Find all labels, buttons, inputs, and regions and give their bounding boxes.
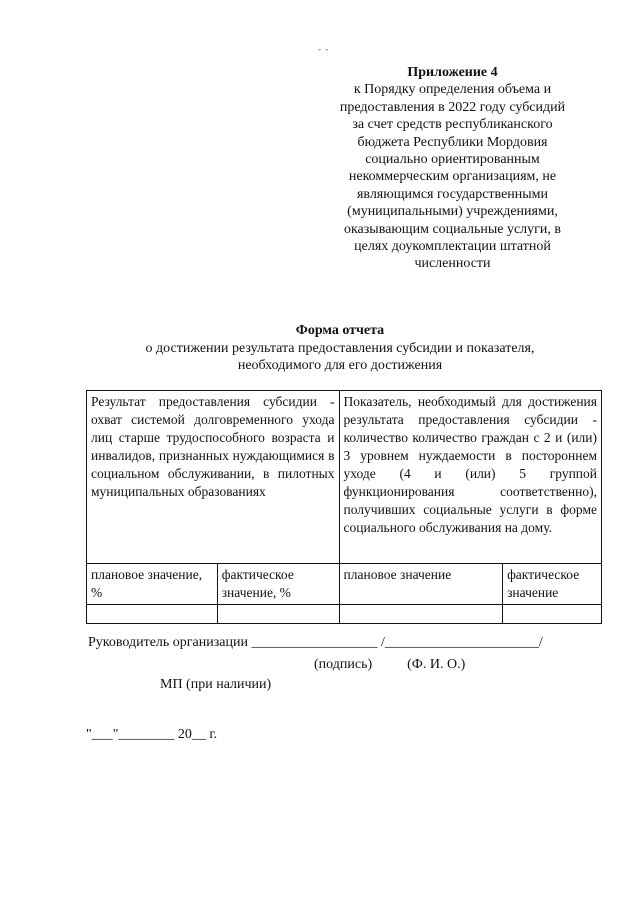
header-mark: - - xyxy=(318,44,330,54)
appendix-line: являющимся государственными xyxy=(356,186,549,202)
appendix-line: некоммерческим организациям, не xyxy=(348,169,557,185)
actual-percent-header: фактическое значение, % xyxy=(217,564,339,605)
name-caption: (Ф. И. О.) xyxy=(407,657,466,672)
appendix-line: к Порядку определения объема и xyxy=(353,82,552,98)
report-table xyxy=(86,390,602,624)
stamp-label: МП (при наличии) xyxy=(160,677,272,692)
signature-captions xyxy=(314,656,465,674)
form-subtitle-line: о достижении результата предоставления субсидии и показателя, xyxy=(145,340,535,356)
table-header-row xyxy=(87,391,602,564)
appendix-line: социально ориентированным xyxy=(365,152,540,168)
result-header-cell: Результат предоставления субсидии - охват системой долговременного ухода лиц старше трудоспособного возраста и инвалидов, признанных нуждающимися в социальном обслуживании, в пилотных муниципальных образованиях xyxy=(87,391,340,564)
form-subtitle-line: необходимого для его достижения xyxy=(237,358,443,373)
appendix-title: Приложение 4 xyxy=(407,65,498,80)
appendix-line: целях доукомплектации штатной xyxy=(354,239,551,255)
form-heading xyxy=(60,322,620,375)
appendix-line: оказывающим социальные услуги, в xyxy=(343,221,562,237)
table-subheader-row xyxy=(87,564,602,605)
appendix-line: численности xyxy=(414,256,491,272)
planned-percent-cell[interactable] xyxy=(87,605,218,624)
signature-line xyxy=(88,634,543,652)
indicator-header-cell: Показатель, необходимый для достижения результата предоставления субсидии - количество количество граждан с 2 и (или) 3 уровнем нуждаемости в постороннем уходе (4 и (или) 5 группой функционирования соответственно), получивших социальные услуги в форме социального обслуживания на дому. xyxy=(339,391,601,564)
appendix-block xyxy=(330,64,575,273)
appendix-line: бюджета Республики Мордовия xyxy=(357,134,548,150)
date-line[interactable]: "___"________ 20__ г. xyxy=(86,727,218,742)
signature-label: Руководитель организации xyxy=(88,635,248,650)
form-title: Форма отчета xyxy=(295,323,385,338)
signature-blanks[interactable]: __________________ /______________________/ xyxy=(251,635,543,650)
actual-value-cell[interactable] xyxy=(503,605,602,624)
sign-caption: (подпись) xyxy=(314,657,373,672)
planned-value-cell[interactable] xyxy=(339,605,503,624)
appendix-line: предоставления в 2022 году субсидий xyxy=(339,99,566,115)
table-row xyxy=(87,605,602,624)
planned-value-header: плановое значение xyxy=(339,564,503,605)
appendix-line: за счет средств республиканского xyxy=(352,117,553,133)
actual-percent-cell[interactable] xyxy=(217,605,339,624)
planned-percent-header: плановое значение, % xyxy=(87,564,218,605)
appendix-line: (муниципальными) учреждениями, xyxy=(347,204,558,220)
actual-value-header: фактическое значение xyxy=(503,564,602,605)
